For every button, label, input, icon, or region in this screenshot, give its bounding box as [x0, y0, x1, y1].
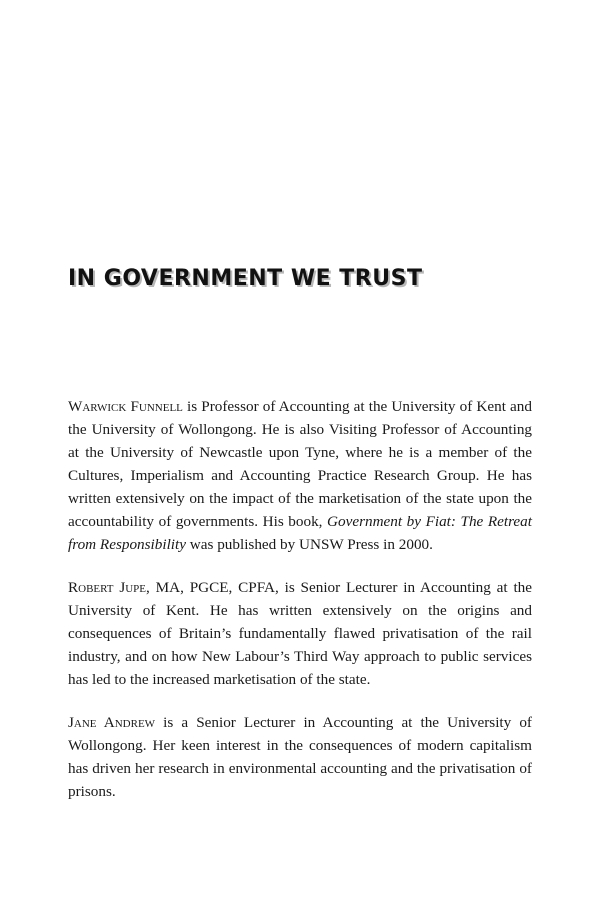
book-title: Government by Fiat: The Retreat from Responsibility — [68, 513, 532, 553]
bio-text: was published by UNSW Press in 2000. — [185, 536, 433, 553]
bio-funnell — [68, 395, 532, 556]
bio-andrew — [68, 711, 532, 803]
author-bios — [68, 395, 532, 823]
author-name: Jane Andrew — [68, 714, 156, 731]
bio-text: is Professor of Accounting at the University of Kent and the University of Wollongong. He is also Visiting Professor of Accounting at the University of Newcastle upon Tyne, where he is a member of the Cultures, Imperialism and Accounting Practice Research Group. He has written extensively on the impact of the marketisation of the state upon the accountability of governments. His book, — [68, 398, 532, 530]
half-title: IN GOVERNMENT WE TRUST — [68, 266, 423, 291]
bio-jupe — [68, 576, 532, 691]
bio-text: is a Senior Lecturer in Accounting at the University of Wollongong. Her keen interest in the consequences of modern capitalism has driven her research in environmental accounting and the privatisation of prisons. — [68, 714, 532, 800]
author-name: Warwick Funnell — [68, 398, 183, 415]
bio-text: , MA, PGCE, CPFA, is Senior Lecturer in Accounting at the University of Kent. He has written extensively on the origins and consequences of Britain’s fundamentally flawed privatisation of the rail industry, and on how New Labour’s Third Way approach to public services has led to the increased marketisation of the state. — [68, 579, 533, 688]
author-name: Robert Jupe — [68, 579, 147, 596]
